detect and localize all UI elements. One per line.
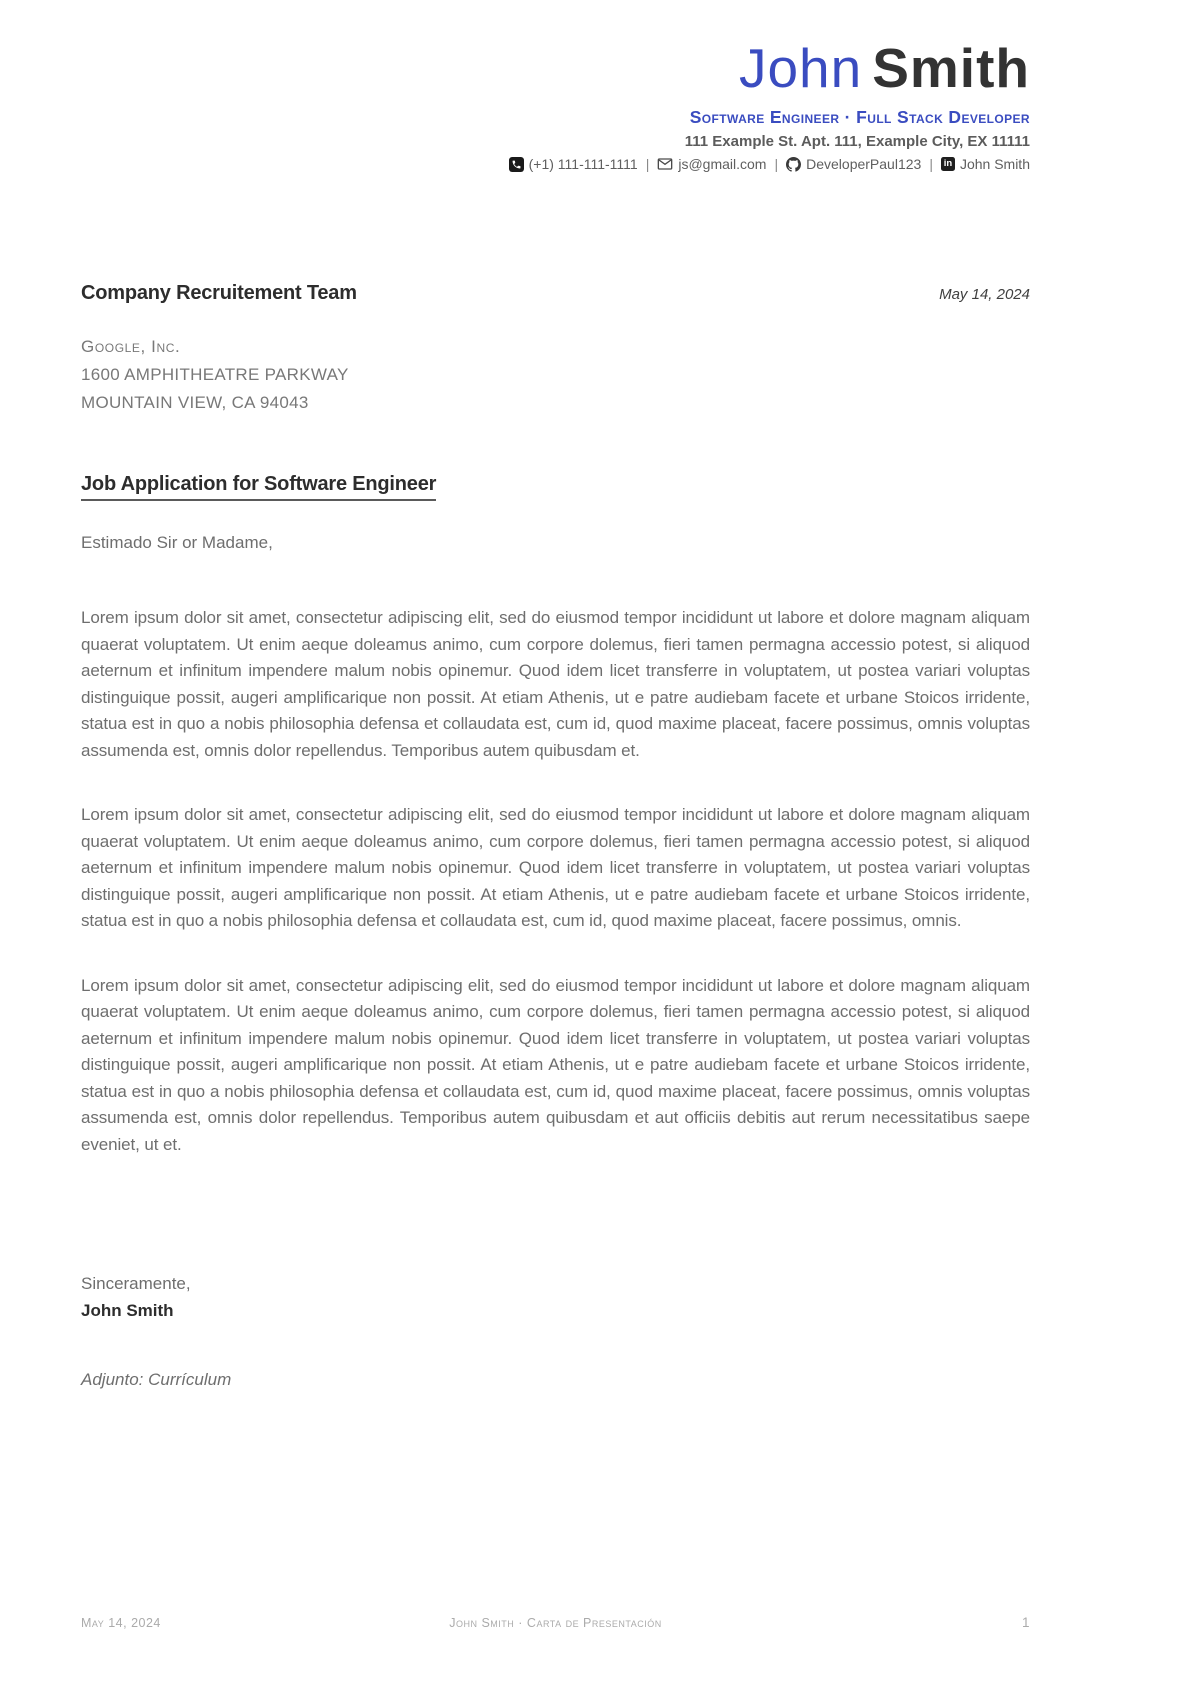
letter-date: May 14, 2024 [939, 286, 1030, 303]
github-contact[interactable] [786, 156, 921, 172]
recipient-row [81, 282, 1030, 305]
footer-title: John Smith · Carta de Presentación [449, 1616, 662, 1630]
first-name: John [738, 37, 863, 99]
linkedin-contact[interactable] [941, 156, 1030, 172]
contact-separator: | [645, 156, 650, 172]
footer-date: May 14, 2024 [81, 1616, 161, 1630]
email-address: js@gmail.com [678, 156, 767, 172]
company-address-block [81, 333, 1030, 417]
last-name: Smith [872, 37, 1030, 99]
subject-title: Job Application for Software Engineer [81, 473, 436, 501]
closing-salutation: Sinceramente, [81, 1274, 191, 1293]
letter-body [81, 605, 1030, 1158]
company-address-line: 1600 AMPHITHEATRE PARKWAY [81, 365, 349, 384]
contact-bar [81, 156, 1030, 172]
greeting: Estimado Sir or Madame, [81, 533, 273, 552]
body-paragraph: Lorem ipsum dolor sit amet, consectetur adipiscing elit, sed do eiusmod tempor incididunt ut labore et dolore magnam aliquam quaerat voluptatem. Ut enim aeque doleamus animo, cum corpore dolemus, fieri tamen permagna accessio potest, si aliquod aeternum et infinitum impendere malum nobis opinemur. Quod idem licet transferre in voluptatem, ut postea variari voluptas distinguique possit, augeri amplificarique non possit. At etiam Athenis, ut e patre audiebam facete et urbane Stoicos irridente, statua est in quo a nobis philosophia defensa et collaudata est, cum id, quod maxime placeat, facere possimus, omnis. [81, 805, 1030, 930]
body-paragraph: Lorem ipsum dolor sit amet, consectetur adipiscing elit, sed do eiusmod tempor incididunt ut labore et dolore magnam aliquam quaerat voluptatem. Ut enim aeque doleamus animo, cum corpore dolemus, fieri tamen permagna accessio potest, si aliquod aeternum et infinitum impendere malum nobis opinemur. Quod idem licet transferre in voluptatem, ut postea variari voluptas distinguique possit, augeri amplificarique non possit. At etiam Athenis, ut e patre audiebam facete et urbane Stoicos irridente, statua est in quo a nobis philosophia defensa et collaudata est, cum id, quod maxime placeat, facere possimus, omnis voluptas assumenda est, omnis dolor repellendus. Temporibus autem quibusdam et. [81, 608, 1030, 760]
email-icon [657, 156, 673, 172]
phone-number: (+1) 111-111-1111 [528, 156, 638, 172]
letter-header [81, 38, 1030, 172]
email-contact[interactable] [657, 156, 766, 172]
contact-separator: | [774, 156, 779, 172]
linkedin-icon [941, 157, 955, 171]
github-handle: DeveloperPaul123 [806, 156, 922, 172]
company-name: Google, Inc. [81, 337, 181, 356]
position-title: Software Engineer · Full Stack Developer [689, 107, 1030, 127]
enclosure-note: Adjunto: Currículum [81, 1370, 232, 1389]
subject-wrap [81, 473, 1030, 501]
phone-icon [509, 157, 524, 172]
company-address-line: MOUNTAIN VIEW, CA 94043 [81, 393, 309, 412]
github-icon [786, 157, 801, 172]
footer-page-number: 1 [1021, 1615, 1030, 1630]
signature-name: John Smith [81, 1301, 174, 1320]
closing-block [81, 1270, 1030, 1324]
person-name [81, 38, 1030, 98]
phone-contact[interactable] [509, 156, 638, 172]
body-paragraph: Lorem ipsum dolor sit amet, consectetur adipiscing elit, sed do eiusmod tempor incididunt ut labore et dolore magnam aliquam quaerat voluptatem. Ut enim aeque doleamus animo, cum corpore dolemus, fieri tamen permagna accessio potest, si aliquod aeternum et infinitum impendere malum nobis opinemur. Quod idem licet transferre in voluptatem, ut postea variari voluptas distinguique possit, augeri amplificarique non possit. At etiam Athenis, ut e patre audiebam facete et urbane Stoicos irridente, statua est in quo a nobis philosophia defensa et collaudata est, cum id, quod maxime placeat, facere possimus, omnis voluptas assumenda est, omnis dolor repellendus. Temporibus autem quibusdam et aut officiis debitis aut rerum necessitatibus saepe eveniet, ut et. [81, 975, 1030, 1154]
linkedin-handle: John Smith [959, 156, 1030, 172]
contact-separator: | [929, 156, 933, 172]
home-address: 111 Example St. Apt. 111, Example City, EX 11111 [684, 133, 1030, 150]
page-footer [81, 1615, 1030, 1630]
recipient-name: Company Recruitement Team [81, 282, 357, 304]
